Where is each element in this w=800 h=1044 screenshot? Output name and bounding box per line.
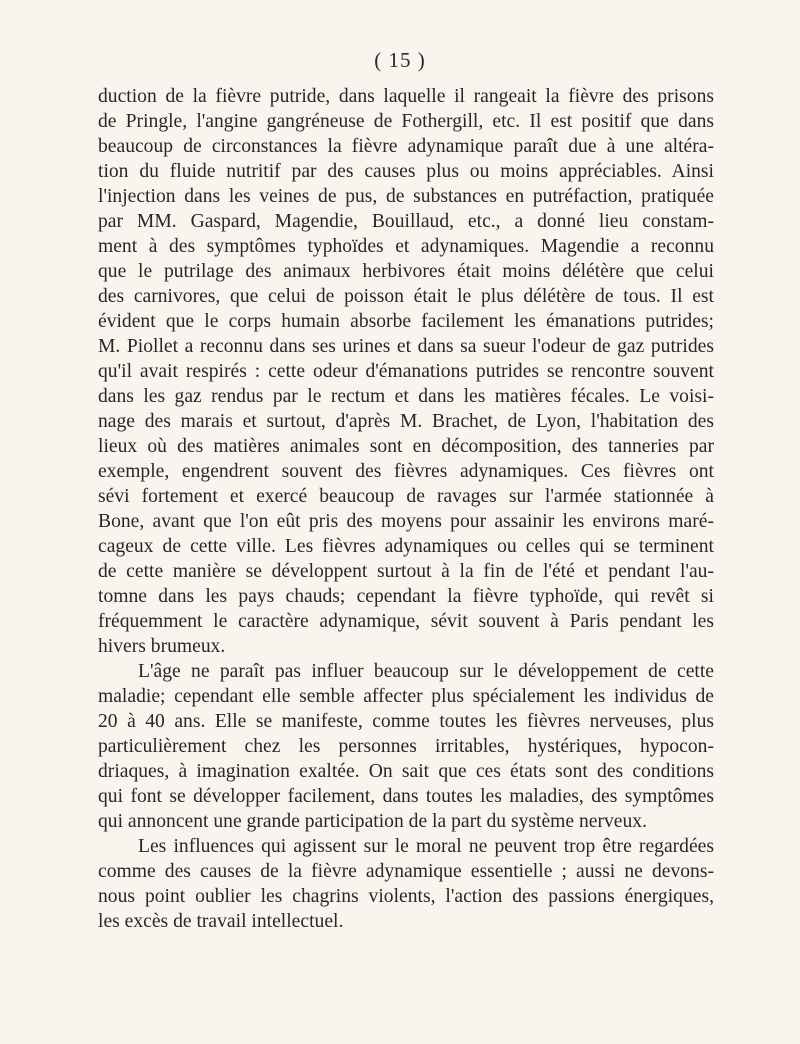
text-line: ment à des symptômes typhoïdes et adynamiques. Magendie a reconnu (98, 236, 714, 257)
text-line: driaques, à imagination exaltée. On sait que ces états sont des conditions (98, 761, 714, 782)
body-text (98, 84, 714, 934)
paragraph-2 (98, 659, 714, 834)
text-line: hivers brumeux. (98, 636, 226, 657)
text-line: des carnivores, que celui de poisson était le plus délétère de tous. Il est (98, 286, 714, 307)
text-line: nous point oublier les chagrins violents, l'action des passions énergiques, (98, 886, 714, 907)
text-line: qui font se développer facilement, dans toutes les maladies, des symptômes (98, 786, 714, 807)
page-number: ( 15 ) (374, 48, 426, 72)
paragraph-1 (98, 84, 714, 659)
text-line: L'âge ne paraît pas influer beaucoup sur le développement de cette (138, 661, 714, 682)
text-line: 20 à 40 ans. Elle se manifeste, comme toutes les fièvres nerveuses, plus (98, 711, 714, 732)
text-line: beaucoup de circonstances la fièvre adynamique paraît due à une altéra- (98, 136, 714, 157)
text-line: comme des causes de la fièvre adynamique essentielle ; aussi ne devons- (98, 861, 714, 882)
text-line: qu'il avait respirés : cette odeur d'émanations putrides se rencontre souvent (98, 361, 714, 382)
text-line: lieux où des matières animales sont en décomposition, des tanneries par (98, 436, 714, 457)
text-line: que le putrilage des animaux herbivores était moins délétère que celui (98, 261, 714, 282)
text-line: de cette manière se développent surtout à la fin de l'été et pendant l'au- (98, 561, 714, 582)
text-line: tomne dans les pays chauds; cependant la fièvre typhoïde, qui revêt si (98, 586, 714, 607)
text-line: de Pringle, l'angine gangréneuse de Fothergill, etc. Il est positif que dans (98, 111, 714, 132)
text-line: par MM. Gaspard, Magendie, Bouillaud, etc., a donné lieu constam- (98, 211, 714, 232)
text-line: exemple, engendrent souvent des fièvres adynamiques. Ces fièvres ont (98, 461, 714, 482)
text-line: maladie; cependant elle semble affecter plus spécialement les individus de (98, 686, 714, 707)
text-line: duction de la fièvre putride, dans laquelle il rangeait la fièvre des prisons (98, 86, 714, 107)
text-line: particulièrement chez les personnes irritables, hystériques, hypocon- (98, 736, 714, 757)
text-line: M. Piollet a reconnu dans ses urines et dans sa sueur l'odeur de gaz putrides (98, 336, 714, 357)
text-line: nage des marais et surtout, d'après M. Brachet, de Lyon, l'habitation des (98, 411, 714, 432)
text-line: fréquemment le caractère adynamique, sévit souvent à Paris pendant les (98, 611, 714, 632)
text-line: l'injection dans les veines de pus, de substances en putréfaction, pratiquée (98, 186, 714, 207)
paragraph-3 (98, 834, 714, 934)
text-line: Bone, avant que l'on eût pris des moyens pour assainir les environs maré- (98, 511, 714, 532)
text-line: cageux de cette ville. Les fièvres adynamiques ou celles qui se terminent (98, 536, 714, 557)
text-line: dans les gaz rendus par le rectum et dans les matières fécales. Le voisi- (98, 386, 714, 407)
text-line: évident que le corps humain absorbe facilement les émanations putrides; (98, 311, 714, 332)
text-line: les excès de travail intellectuel. (98, 911, 344, 932)
text-line: sévi fortement et exercé beaucoup de ravages sur l'armée stationnée à (98, 486, 714, 507)
text-line: qui annoncent une grande participation de la part du système nerveux. (98, 811, 647, 832)
text-line: Les influences qui agissent sur le moral ne peuvent trop être regardées (138, 836, 714, 857)
text-line: tion du fluide nutritif par des causes plus ou moins appréciables. Ainsi (98, 161, 714, 182)
